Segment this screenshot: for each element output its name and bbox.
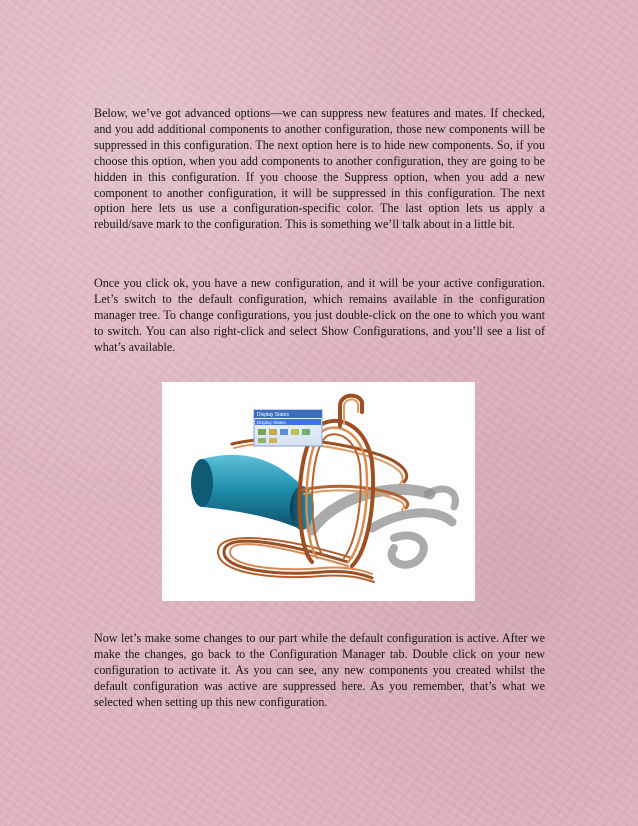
paragraph-advanced-options: Below, we’ve got advanced options—we can suppress new features and mates. If checked, and you add additional components to another configuration, those new components will be suppressed in this configuration. The next option here is to hide new components. So, if you choose this option, when you add components to another configuration, they are going to be hidden in this configuration. If you choose the Suppress option, when you add a new component to another configuration, it will be suppressed in this configuration. The next option here lets us use a configuration-specific color. The last option lets us apply a rebuild/save mark to the configuration. This is something we’ll talk about in a little bit. xyxy=(94,106,545,232)
popup-icon-4 xyxy=(291,429,299,435)
popup-icon-6 xyxy=(258,438,266,443)
popup-icon-7 xyxy=(269,438,277,443)
popup-icon-5 xyxy=(302,429,310,435)
coat-hanger-model-illustration xyxy=(162,382,475,601)
configuration-figure xyxy=(162,382,475,601)
display-states-popup xyxy=(254,410,322,446)
popup-icon-2 xyxy=(269,429,277,435)
popup-title: Display States xyxy=(257,412,289,418)
paragraph-switch-configuration: Once you click ok, you have a new configuration, and it will be your active configuration. Let’s switch to the default configuration, which remains available in the configuration manager tree. To change configurations, you just double-click on the one to which you want to switch. You can also right-click and select Show Configurations, and you’ll see a list of what’s available. xyxy=(94,276,545,354)
paragraph-make-changes: Now let’s make some changes to our part while the default configuration is active. After we make the changes, go back to the Configuration Manager tab. Double click on your new configuration to activate it. As you can see, any new components you created whilst the default configuration was active are suppressed here. As you remember, that’s what we selected when setting up this new configuration. xyxy=(94,631,545,709)
popup-icon-3 xyxy=(280,429,288,435)
top-hook xyxy=(340,396,362,426)
cylinder-part xyxy=(191,455,314,530)
popup-icon-1 xyxy=(258,429,266,435)
popup-subtitle: Display States xyxy=(257,420,286,425)
